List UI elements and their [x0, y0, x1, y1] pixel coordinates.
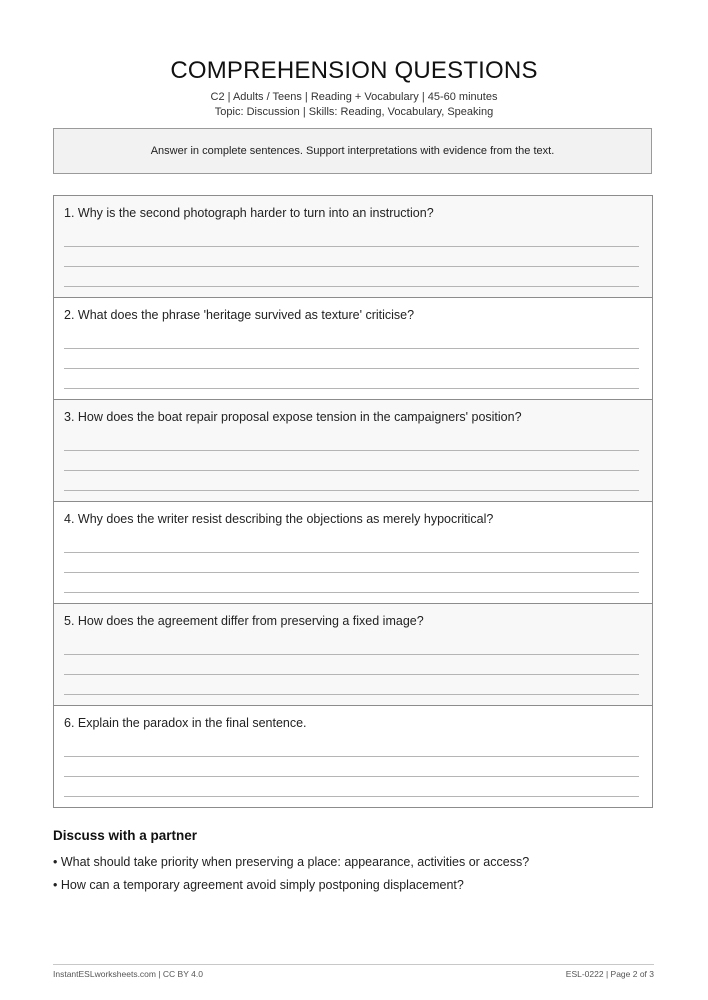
answer-line[interactable]: [64, 552, 639, 553]
discussion-heading: Discuss with a partner: [53, 828, 198, 843]
question-text: 1. Why is the second photograph harder to turn into an instruction?: [64, 206, 434, 220]
question-text: 6. Explain the paradox in the final sentence.: [64, 716, 307, 730]
question-text: 2. What does the phrase 'heritage survived as texture' criticise?: [64, 308, 415, 322]
answer-line[interactable]: [64, 694, 639, 695]
footer-divider: [53, 964, 654, 965]
question-row: [54, 706, 652, 807]
level-meta-line: C2 | Adults / Teens | Reading + Vocabulary | 45-60 minutes: [210, 91, 498, 103]
discussion-item: • What should take priority when preserving a place: appearance, activities or access?: [53, 855, 530, 869]
question-row: [54, 604, 652, 706]
answer-line[interactable]: [64, 654, 639, 655]
answer-line[interactable]: [64, 572, 639, 573]
answer-line[interactable]: [64, 450, 639, 451]
page-title: COMPREHENSION QUESTIONS: [170, 57, 538, 84]
question-row: [54, 298, 652, 400]
footer-source: InstantESLworksheets.com | CC BY 4.0: [53, 969, 203, 979]
answer-line[interactable]: [64, 490, 639, 491]
answer-line[interactable]: [64, 796, 639, 797]
answer-line[interactable]: [64, 246, 639, 247]
question-text: 5. How does the agreement differ from preserving a fixed image?: [64, 614, 424, 628]
answer-line[interactable]: [64, 348, 639, 349]
questions-table: [53, 195, 653, 808]
answer-line[interactable]: [64, 266, 639, 267]
footer-page-number: ESL-0222 | Page 2 of 3: [565, 969, 654, 979]
question-row: [54, 502, 652, 604]
answer-line[interactable]: [64, 286, 639, 287]
answer-line[interactable]: [64, 470, 639, 471]
question-row: [54, 400, 652, 502]
answer-line[interactable]: [64, 756, 639, 757]
answer-line[interactable]: [64, 368, 639, 369]
instructions-box: Answer in complete sentences. Support interpretations with evidence from the text.: [53, 128, 652, 174]
topic-meta-line: Topic: Discussion | Skills: Reading, Vocabulary, Speaking: [214, 106, 494, 118]
answer-line[interactable]: [64, 674, 639, 675]
question-text: 4. Why does the writer resist describing the objections as merely hypocritical?: [64, 512, 494, 526]
answer-line[interactable]: [64, 592, 639, 593]
answer-line[interactable]: [64, 776, 639, 777]
question-row: [54, 196, 652, 298]
answer-line[interactable]: [64, 388, 639, 389]
question-text: 3. How does the boat repair proposal expose tension in the campaigners' position?: [64, 410, 522, 424]
discussion-item: • How can a temporary agreement avoid simply postponing displacement?: [53, 878, 464, 892]
